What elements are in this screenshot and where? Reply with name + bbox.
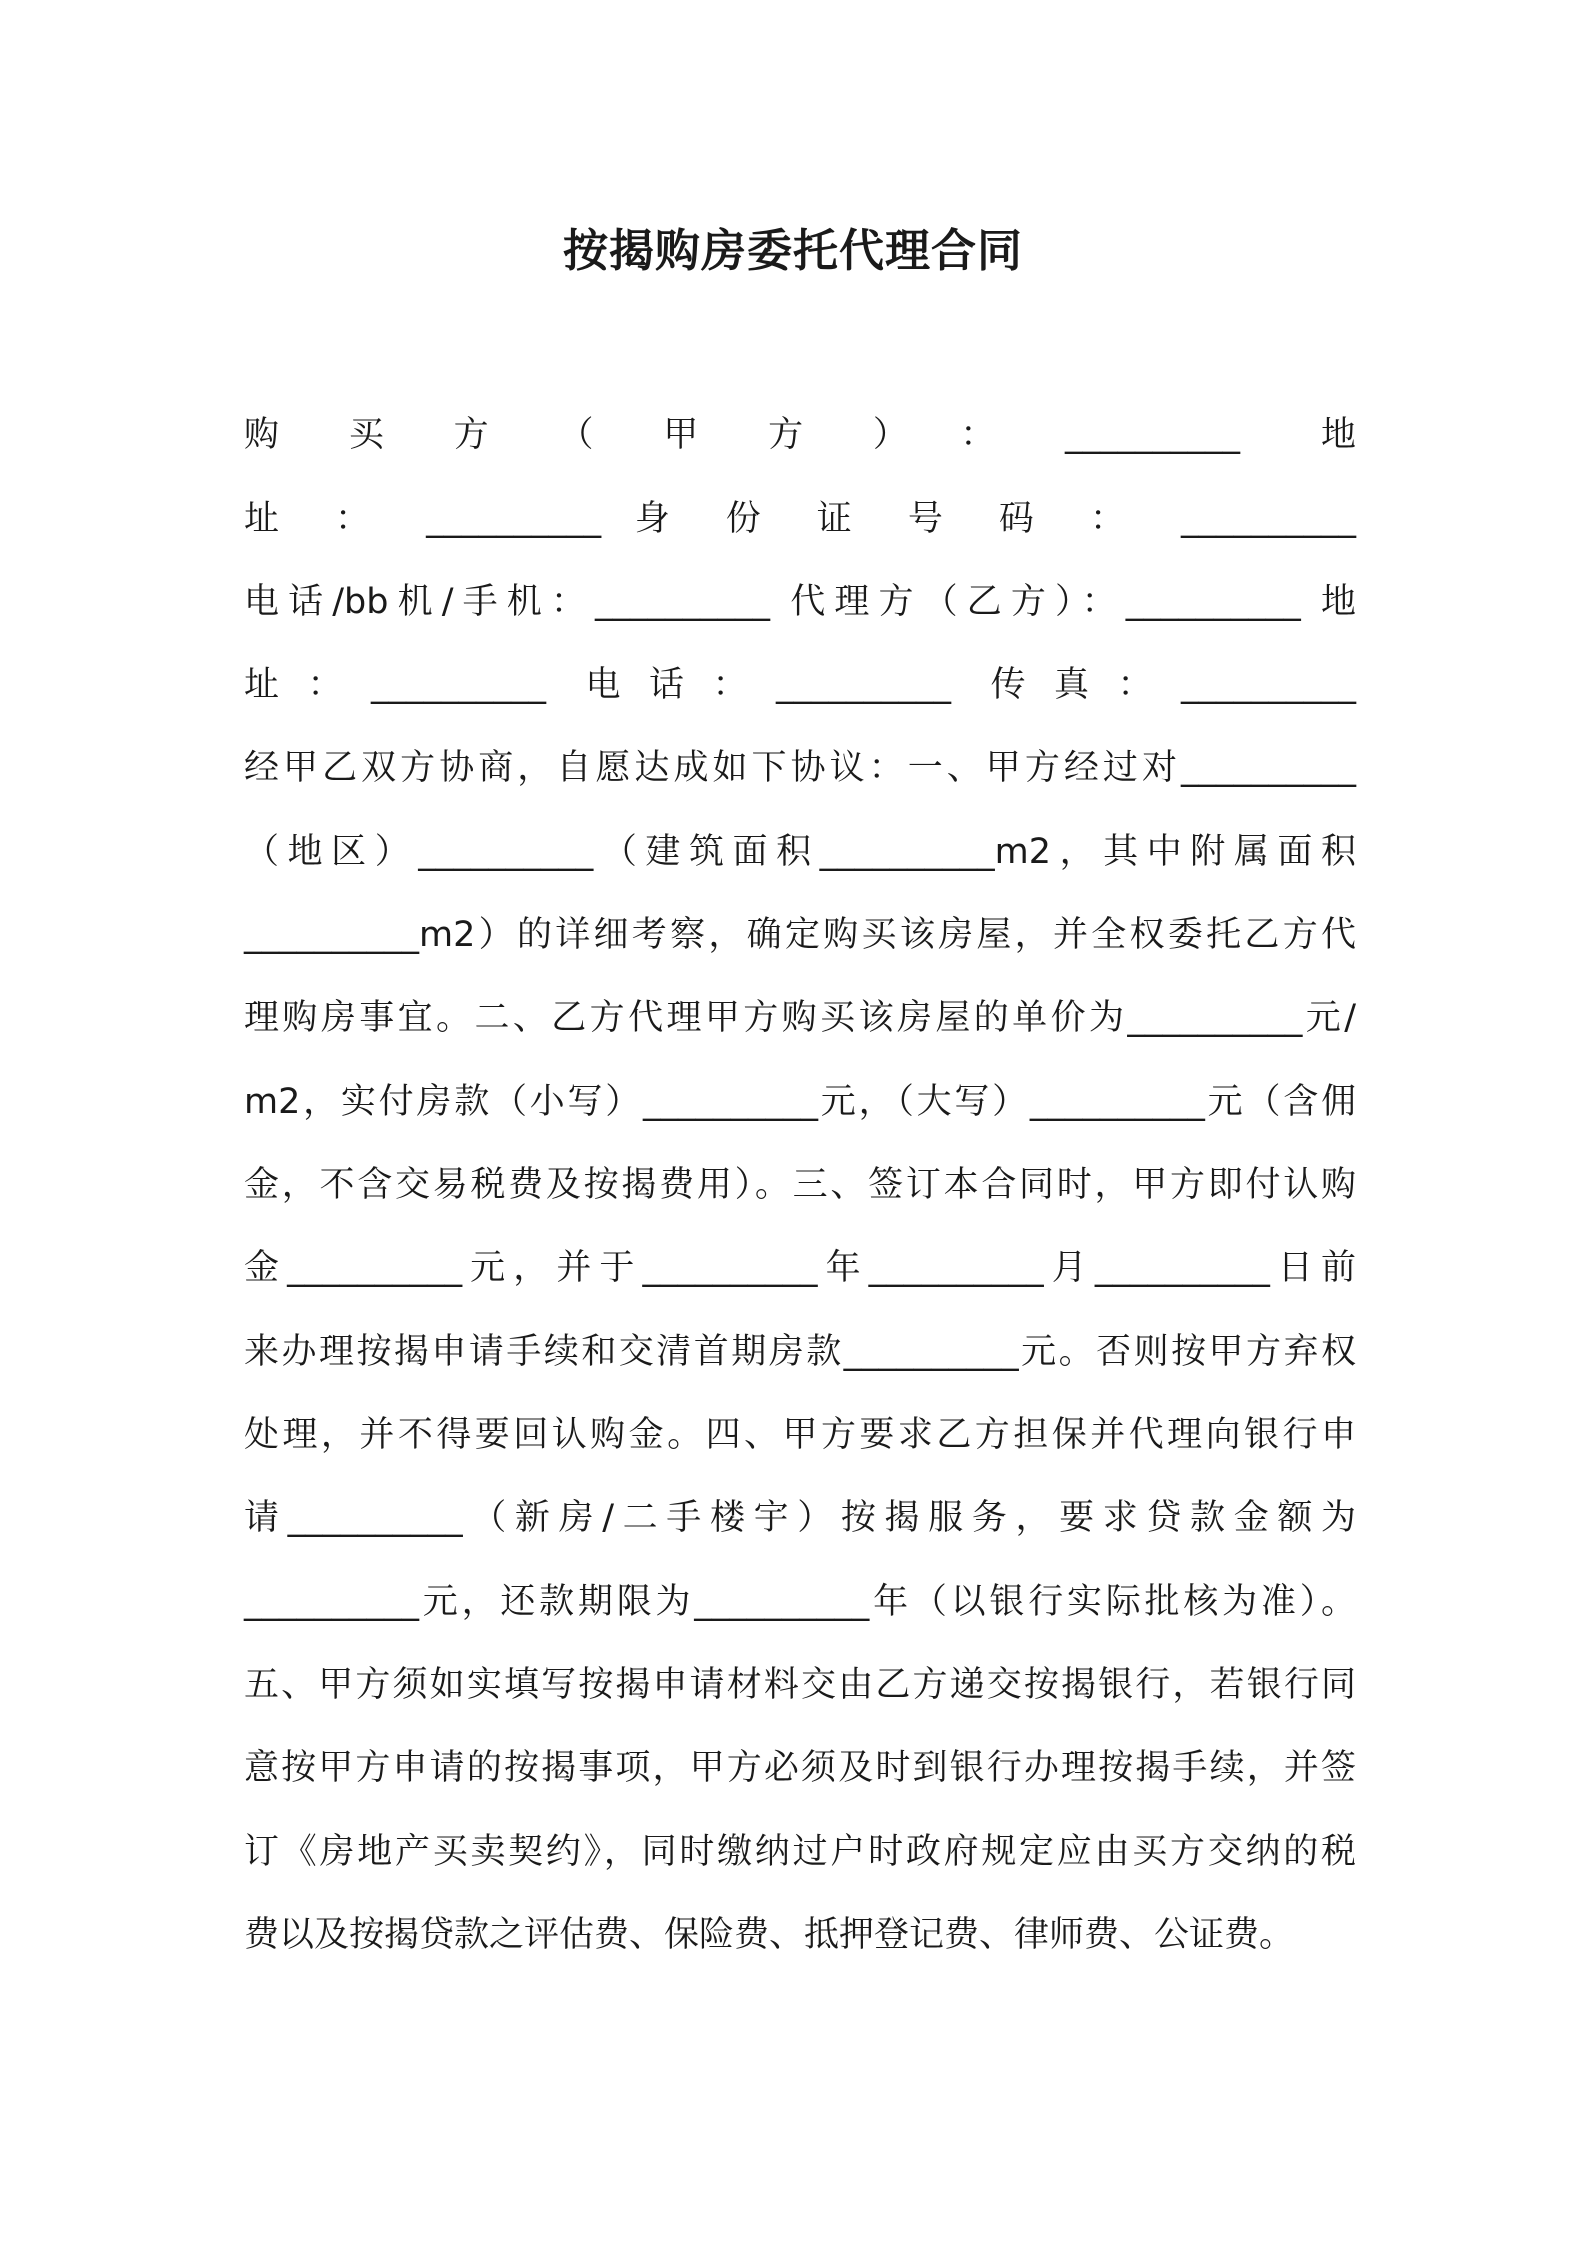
body-line: （地区）__________（建筑面积__________m2，其中附属面积: [244, 832, 1356, 872]
body-line: 金，不含交易税费及按揭费用）。三、签订本合同时，甲方即付认购: [244, 1165, 1356, 1205]
body-line: 订《房地产买卖契约》，同时缴纳过户时政府规定应由买方交纳的税: [244, 1832, 1356, 1872]
body-line: 意按甲方申请的按揭事项，甲方必须及时到银行办理按揭手续，并签: [244, 1748, 1356, 1788]
body-line: __________元，还款期限为__________年（以银行实际批核为准）。: [244, 1582, 1356, 1622]
body-line: 理购房事宜。二、乙方代理甲方购买该房屋的单价为__________元/: [244, 998, 1356, 1038]
body-line: 址：__________ 电话：__________ 传真：__________: [244, 665, 1356, 705]
body-line: 费以及按揭贷款之评估费、保险费、抵押登记费、律师费、公证费。: [244, 1915, 1295, 1955]
document-title: 按揭购房委托代理合同: [562, 224, 1023, 277]
body-line: 来办理按揭申请手续和交清首期房款__________元。否则按甲方弃权: [244, 1332, 1356, 1372]
body-line: m2，实付房款（小写）__________元，（大写）__________元（含佣: [244, 1082, 1356, 1122]
body-line: 址 ： __________ 身 份 证 号 码 ： __________: [244, 499, 1356, 539]
body-line: 经甲乙双方协商，自愿达成如下协议：一、甲方经过对__________: [244, 748, 1356, 788]
body-line: 处理，并不得要回认购金。四、甲方要求乙方担保并代理向银行申: [244, 1415, 1356, 1455]
body-line: 电话/bb机/手机：__________ 代理方（乙方）：__________ 地: [244, 582, 1356, 622]
body-line: __________m2）的详细考察，确定购买该房屋，并全权委托乙方代: [244, 915, 1356, 955]
body-line: 购买方（甲方）：__________ 地: [244, 415, 1356, 455]
body-line: 金__________元，并于__________年__________月__________日前: [244, 1248, 1356, 1288]
body-line: 五、甲方须如实填写按揭申请材料交由乙方递交按揭银行，若银行同: [244, 1665, 1356, 1705]
body-line: 请__________（新房/二手楼宇）按揭服务，要求贷款金额为: [244, 1498, 1356, 1538]
